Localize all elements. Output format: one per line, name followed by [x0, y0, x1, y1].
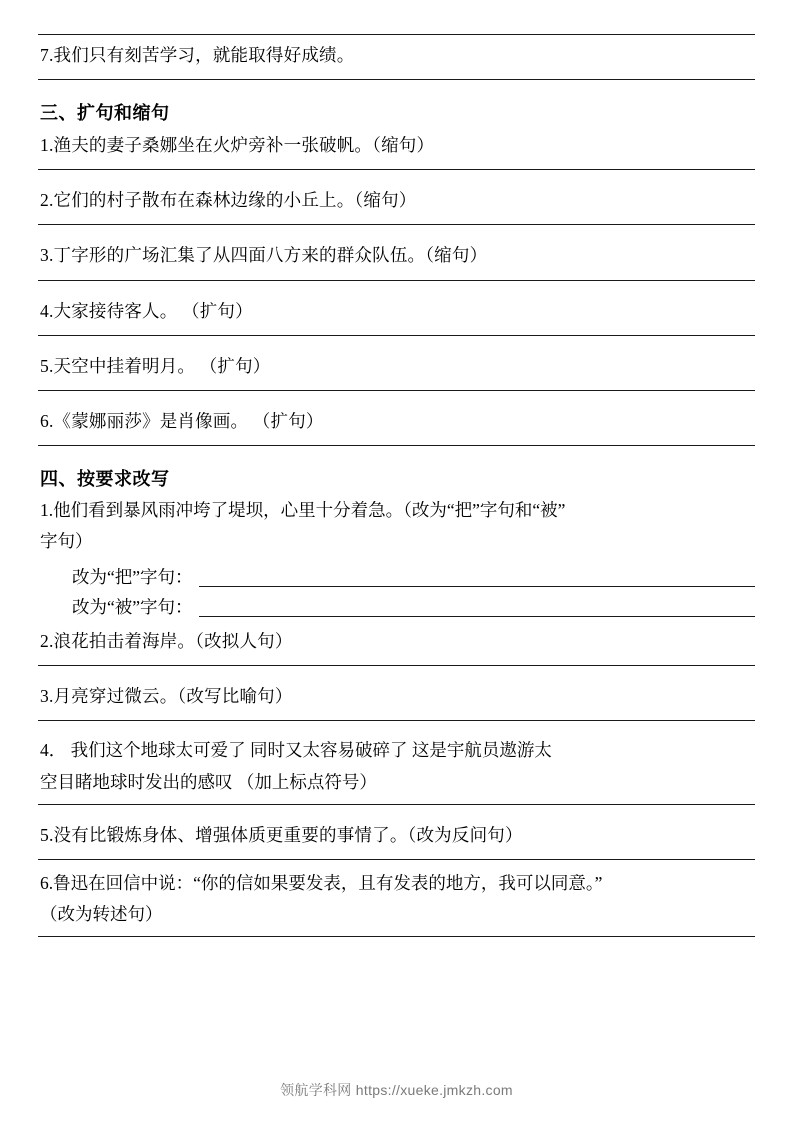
question-item: 5.没有比锻炼身体、增强体质更重要的事情了。（改为反问句） [40, 824, 523, 845]
question-item: 2.浪花拍击着海岸。（改拟人句） [40, 631, 293, 652]
question-item: 2.它们的村子散布在森林边缘的小丘上。（缩句） [40, 190, 417, 211]
question-item: 6.鲁迅在回信中说：“你的信如果要发表，且有发表的地方，我可以同意。” [40, 872, 603, 893]
answer-blank-ba-label: 改为“把”字句： [72, 567, 193, 588]
question-item: 5.天空中挂着明月。 （扩句） [40, 355, 271, 376]
answer-blank-bei[interactable] [38, 593, 755, 621]
answer-blank-ba-line[interactable] [199, 572, 755, 587]
question-item: 1.他们看到暴风雨冲垮了堤坝，心里十分着急。（改为“把”字句和“被” [40, 499, 566, 520]
answer-blank-ba[interactable] [38, 563, 755, 591]
question-item-continuation: 空目睹地球时发出的感叹 （加上标点符号） [40, 771, 377, 792]
answer-blank-bei-line[interactable] [199, 602, 755, 617]
divider [38, 936, 755, 937]
section-heading-four: 四、按要求改写 [40, 468, 170, 489]
footer-watermark: 领航学科网 https://xueke.jmkzh.com [280, 1082, 513, 1098]
question-item: 3.丁字形的广场汇集了从四面八方来的群众队伍。（缩句） [40, 245, 488, 266]
question-item: 3.月亮穿过微云。（改写比喻句） [40, 686, 293, 707]
question-item: 4． 我们这个地球太可爱了 同时又太容易破碎了 这是宇航员遨游太 [40, 740, 552, 761]
divider-top [38, 34, 755, 35]
question-item: 1.渔夫的妻子桑娜坐在火炉旁补一张破帆。（缩句） [40, 135, 435, 156]
question-item: 6.《蒙娜丽莎》是肖像画。 （扩句） [40, 410, 324, 431]
question-item: 4.大家接待客人。 （扩句） [40, 300, 253, 321]
question-item-continuation: （改为转述句） [40, 903, 163, 924]
question-item-continuation: 字句） [40, 531, 93, 551]
section-heading-three: 三、扩句和缩句 [40, 103, 170, 124]
answer-blank-bei-label: 改为“被”字句： [72, 597, 193, 618]
question-item: 7.我们只有刻苦学习，就能取得好成绩。 [40, 45, 355, 65]
